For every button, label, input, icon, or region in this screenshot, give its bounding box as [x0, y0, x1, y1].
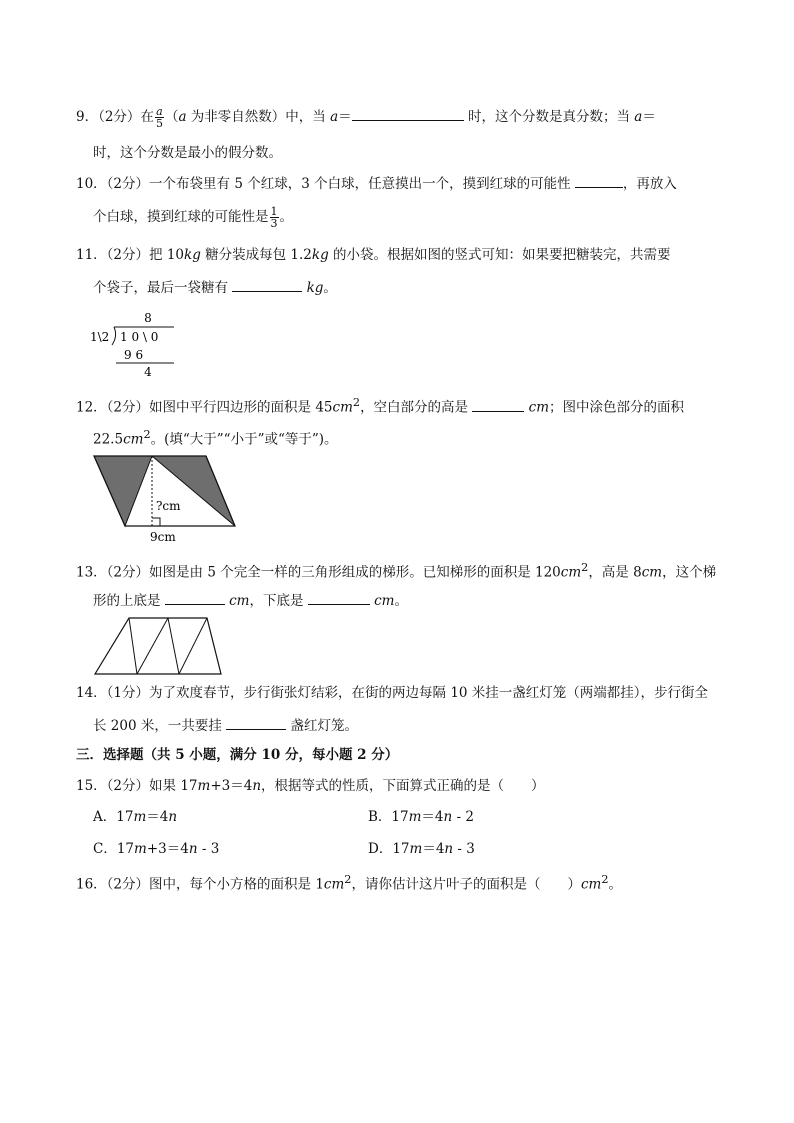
- question-11-line-2: 个袋子，最后一袋糖有 kg。: [93, 277, 337, 298]
- question-13-line-1: 13．（2分）如图是由 5 个完全一样的三角形组成的梯形。已知梯形的面积是 $120cm^2$，高是 8cm，这个梯: [76, 561, 717, 581]
- question-10-line-2: 个白球，摸到红球的可能性是 $\frac{1}{3}$ 。: [93, 205, 293, 230]
- question-9-line-1: 9．（2分）在 $\frac{a}{5}$ （a 为非零自然数）中，当 a＝ 时，这个分数是真分数；当 a＝: [76, 105, 656, 130]
- fraction-a-over-5: $\frac{a}{5}$: [155, 105, 163, 130]
- answer-blank[interactable]: [232, 277, 302, 292]
- answer-blank[interactable]: [165, 590, 225, 605]
- option-b[interactable]: B．17m＝4n - 2: [368, 809, 474, 825]
- question-number: 10．（2分）: [76, 176, 150, 192]
- option-a[interactable]: A．17m＝4n: [93, 809, 178, 825]
- triangle-divider: [179, 618, 207, 674]
- question-number: 11．（2分）: [76, 247, 150, 263]
- question-number: 13．（2分）: [76, 564, 150, 581]
- triangle-divider: [168, 618, 179, 674]
- question-16-line-1: 16．（2分）图中，每个小方格的面积是 $1cm^2$，请你估计这片叶子的面积是（ ）$cm^2$。: [76, 873, 623, 893]
- long-division-figure: [90, 310, 180, 380]
- parallelogram-figure: [94, 454, 274, 546]
- remainder: 4: [144, 365, 152, 379]
- option-d[interactable]: D．17m＝4n - 3: [368, 841, 475, 857]
- division-bracket: [112, 327, 116, 345]
- section-heading: 三．选择题（共 5 小题，满分 10 分，每小题 2 分）: [76, 747, 399, 763]
- answer-blank[interactable]: [352, 106, 464, 121]
- question-12-line-2: $22.5cm^2$。(填“大于”“小于”或“等于”)。: [93, 428, 338, 448]
- quotient: 8: [144, 311, 152, 325]
- trapezoid-figure: [95, 616, 225, 678]
- triangle-divider: [129, 618, 137, 674]
- question-number: 16．（2分）: [76, 876, 150, 893]
- shaded-triangle-left: [94, 456, 152, 526]
- question-14-line-2: 长 200 米，一共要挂 盏红灯笼。: [93, 715, 358, 736]
- question-number: 9．（2分）: [76, 109, 141, 125]
- dividend: 1 0 \ 0: [120, 330, 159, 344]
- question-number: 12．（2分）: [76, 399, 150, 416]
- question-15-line-1: 15．（2分）如果 17m+3＝4n，根据等式的性质，下面算式正确的是（ ）: [76, 778, 545, 794]
- right-angle-mark: [152, 518, 160, 526]
- question-number: 15．（2分）: [76, 778, 150, 794]
- triangle-divider: [137, 618, 168, 674]
- answer-blank[interactable]: [308, 590, 370, 605]
- option-c[interactable]: C．17m+3＝4n - 3: [93, 841, 220, 857]
- base-label: 9cm: [150, 530, 176, 544]
- answer-blank[interactable]: [575, 173, 623, 188]
- height-label: ?cm: [156, 499, 181, 513]
- question-11-line-1: 11．（2分）把 10kg 糖分装成每包 1.2kg 的小袋。根据如图的竖式可知：如果要把糖装完，共需要: [76, 247, 671, 263]
- question-9-line-2: 时，这个分数是最小的假分数。: [93, 145, 282, 161]
- product: 9 6: [124, 348, 144, 362]
- question-12-line-1: 12．（2分）如图中平行四边形的面积是 $45cm^2$，空白部分的高是 cm；图中涂色部分的面积: [76, 396, 685, 416]
- question-number: 14．（1分）: [76, 685, 150, 701]
- fraction-one-third: $\frac{1}{3}$: [270, 205, 278, 230]
- question-10-line-1: 10．（2分）一个布袋里有 5 个红球，3 个白球，任意摸出一个，摸到红球的可能性 ，再放入: [76, 173, 677, 194]
- question-14-line-1: 14．（1分）为了欢度春节，步行街张灯结彩，在街的两边每隔 10 米挂一盏红灯笼（两端都挂），步行街全: [76, 685, 709, 701]
- answer-blank[interactable]: [472, 397, 524, 412]
- question-13-line-2: 形的上底是 cm，下底是 cm。: [93, 590, 408, 611]
- trapezoid-outline: [95, 618, 221, 674]
- divisor: 1\2: [90, 330, 110, 344]
- answer-blank[interactable]: [226, 715, 286, 730]
- shaded-triangle-right: [152, 456, 235, 526]
